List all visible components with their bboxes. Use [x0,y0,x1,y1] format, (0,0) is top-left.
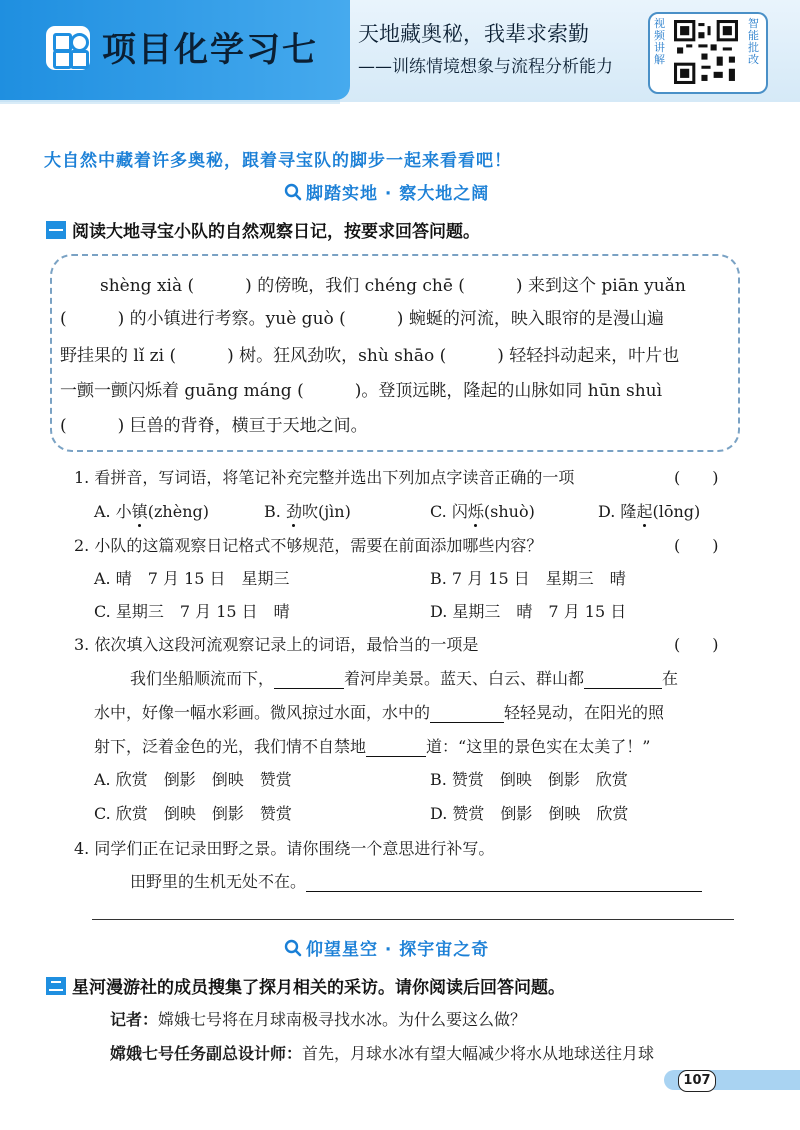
qr-right-label: 智能批改 [748,17,759,66]
section1-heading [284,179,489,204]
qr-left-label: 视频讲解 [654,17,665,66]
qr-code-icon[interactable] [674,20,738,84]
q3-paragraph-line-3: 射下，泛着金色的光，我们情不自禁地 道：“这里的景色实在太美了！” [94,737,651,756]
designer-line [110,1041,654,1064]
q1-option-a[interactable]: A. 小镇(zhèng) [94,502,209,521]
reporter-line [110,1007,526,1030]
q4-answer-blank[interactable] [306,873,702,892]
diary-line-5: ( ) 巨兽的背脊，横亘于天地之间。 [60,416,368,436]
q4-prompt-line: 田野里的生机无处不在。 [130,869,702,892]
q1-option-c[interactable]: C. 闪烁(shuò) [430,502,535,521]
designer-label: 嫦娥七号任务副总设计师： [110,1044,303,1063]
reporter-text: 嫦娥七号将在月球南极寻找水冰。为什么要这么做？ [158,1010,527,1029]
diary-line-3: 野挂果的 lǐ zi ( ) 树。狂风劲吹，shù shāo ( ) 轻轻抖动起来，叶片也 [60,346,680,366]
section1-question-text: 阅读大地寻宝小队的自然观察日记，按要求回答问题。 [72,222,480,242]
project-logo-icon [46,26,90,70]
intro-text: 大自然中藏着许多奥秘，跟着寻宝队的脚步一起来看看吧！ [44,151,512,171]
q3-blank-2[interactable] [584,670,662,689]
q1-text: 1. 看拼音，写词语，将笔记补充完整并选出下列加点字读音正确的一项 [74,468,575,487]
section2-question [46,973,565,998]
section1-title: 脚踏实地 · 察大地之阔 [306,184,490,204]
q3-blank-3[interactable] [430,704,504,723]
q2-answer-paren[interactable]: ( ) [674,536,719,555]
q1-answer-paren[interactable]: ( ) [674,468,719,487]
section1-question [46,217,480,242]
q3-option-b[interactable]: B. 赞赏 倒映 倒影 欣赏 [430,770,628,789]
magnifier-icon [284,183,302,201]
q2-option-a[interactable]: A. 晴 7 月 15 日 星期三 [94,569,290,588]
qr-panel[interactable] [648,12,768,94]
q1-option-b[interactable]: B. 劲吹(jìn) [264,502,351,521]
section2-question-text: 星河漫游社的成员搜集了探月相关的采访。请你阅读后回答问题。 [72,978,565,998]
diary-line-1: shèng xià ( ) 的傍晚，我们 chéng chē ( ) 来到这个 piān yuǎn [100,276,686,296]
diary-line-4: 一颤一颤闪烁着 guāng máng ( )。登顶远眺，隆起的山脉如同 hūn shuì [60,381,663,401]
q4-text: 4. 同学们正在记录田野之景。请你围绕一个意思进行补写。 [74,839,495,858]
q2-option-c[interactable]: C. 星期三 7 月 15 日 晴 [94,602,290,621]
q1-option-d[interactable]: D. 隆起(lōng) [598,502,701,521]
q3-answer-paren[interactable]: ( ) [674,635,719,654]
page-title: 项目化学习七 [102,30,318,70]
numeral-one-badge [46,221,66,239]
section2-heading [284,935,489,960]
q3-option-a[interactable]: A. 欣赏 倒影 倒映 赞赏 [94,770,292,789]
magnifier-icon [284,939,302,957]
q3-option-c[interactable]: C. 欣赏 倒映 倒影 赞赏 [94,804,292,823]
numeral-two-badge [46,977,66,995]
q3-text: 3. 依次填入这段河流观察记录上的词语，最恰当的一项是 [74,635,479,654]
section2-title: 仰望星空 · 探宇宙之奇 [306,940,490,960]
header-subtitle: 天地藏奥秘，我辈求索勤 [358,22,589,46]
page-number: 107 [678,1070,716,1092]
q2-option-b[interactable]: B. 7 月 15 日 星期三 晴 [430,569,626,588]
designer-text: 首先，月球水冰有望大幅减少将水从地球送往月球 [302,1044,655,1063]
reporter-label: 记者： [110,1010,159,1029]
q3-blank-1[interactable] [274,670,344,689]
q2-text: 2. 小队的这篇观察日记格式不够规范，需要在前面添加哪些内容？ [74,536,543,555]
q3-blank-4[interactable] [366,738,426,757]
header-tagline: ——训练情境想象与流程分析能力 [358,57,613,77]
q2-option-d[interactable]: D. 星期三 晴 7 月 15 日 [430,602,627,621]
diary-line-2: ( ) 的小镇进行考察。yuè guò ( ) 蜿蜒的河流，映入眼帘的是漫山遍 [60,309,664,329]
q3-paragraph-line-1: 我们坐船顺流而下， 着河岸美景。蓝天、白云、群山都 在 [130,669,679,688]
q3-option-d[interactable]: D. 赞赏 倒影 倒映 欣赏 [430,804,629,823]
q4-answer-line-2[interactable] [92,919,734,920]
q3-paragraph-line-2: 水中，好像一幅水彩画。微风掠过水面，水中的 轻轻晃动，在阳光的照 [94,703,665,722]
